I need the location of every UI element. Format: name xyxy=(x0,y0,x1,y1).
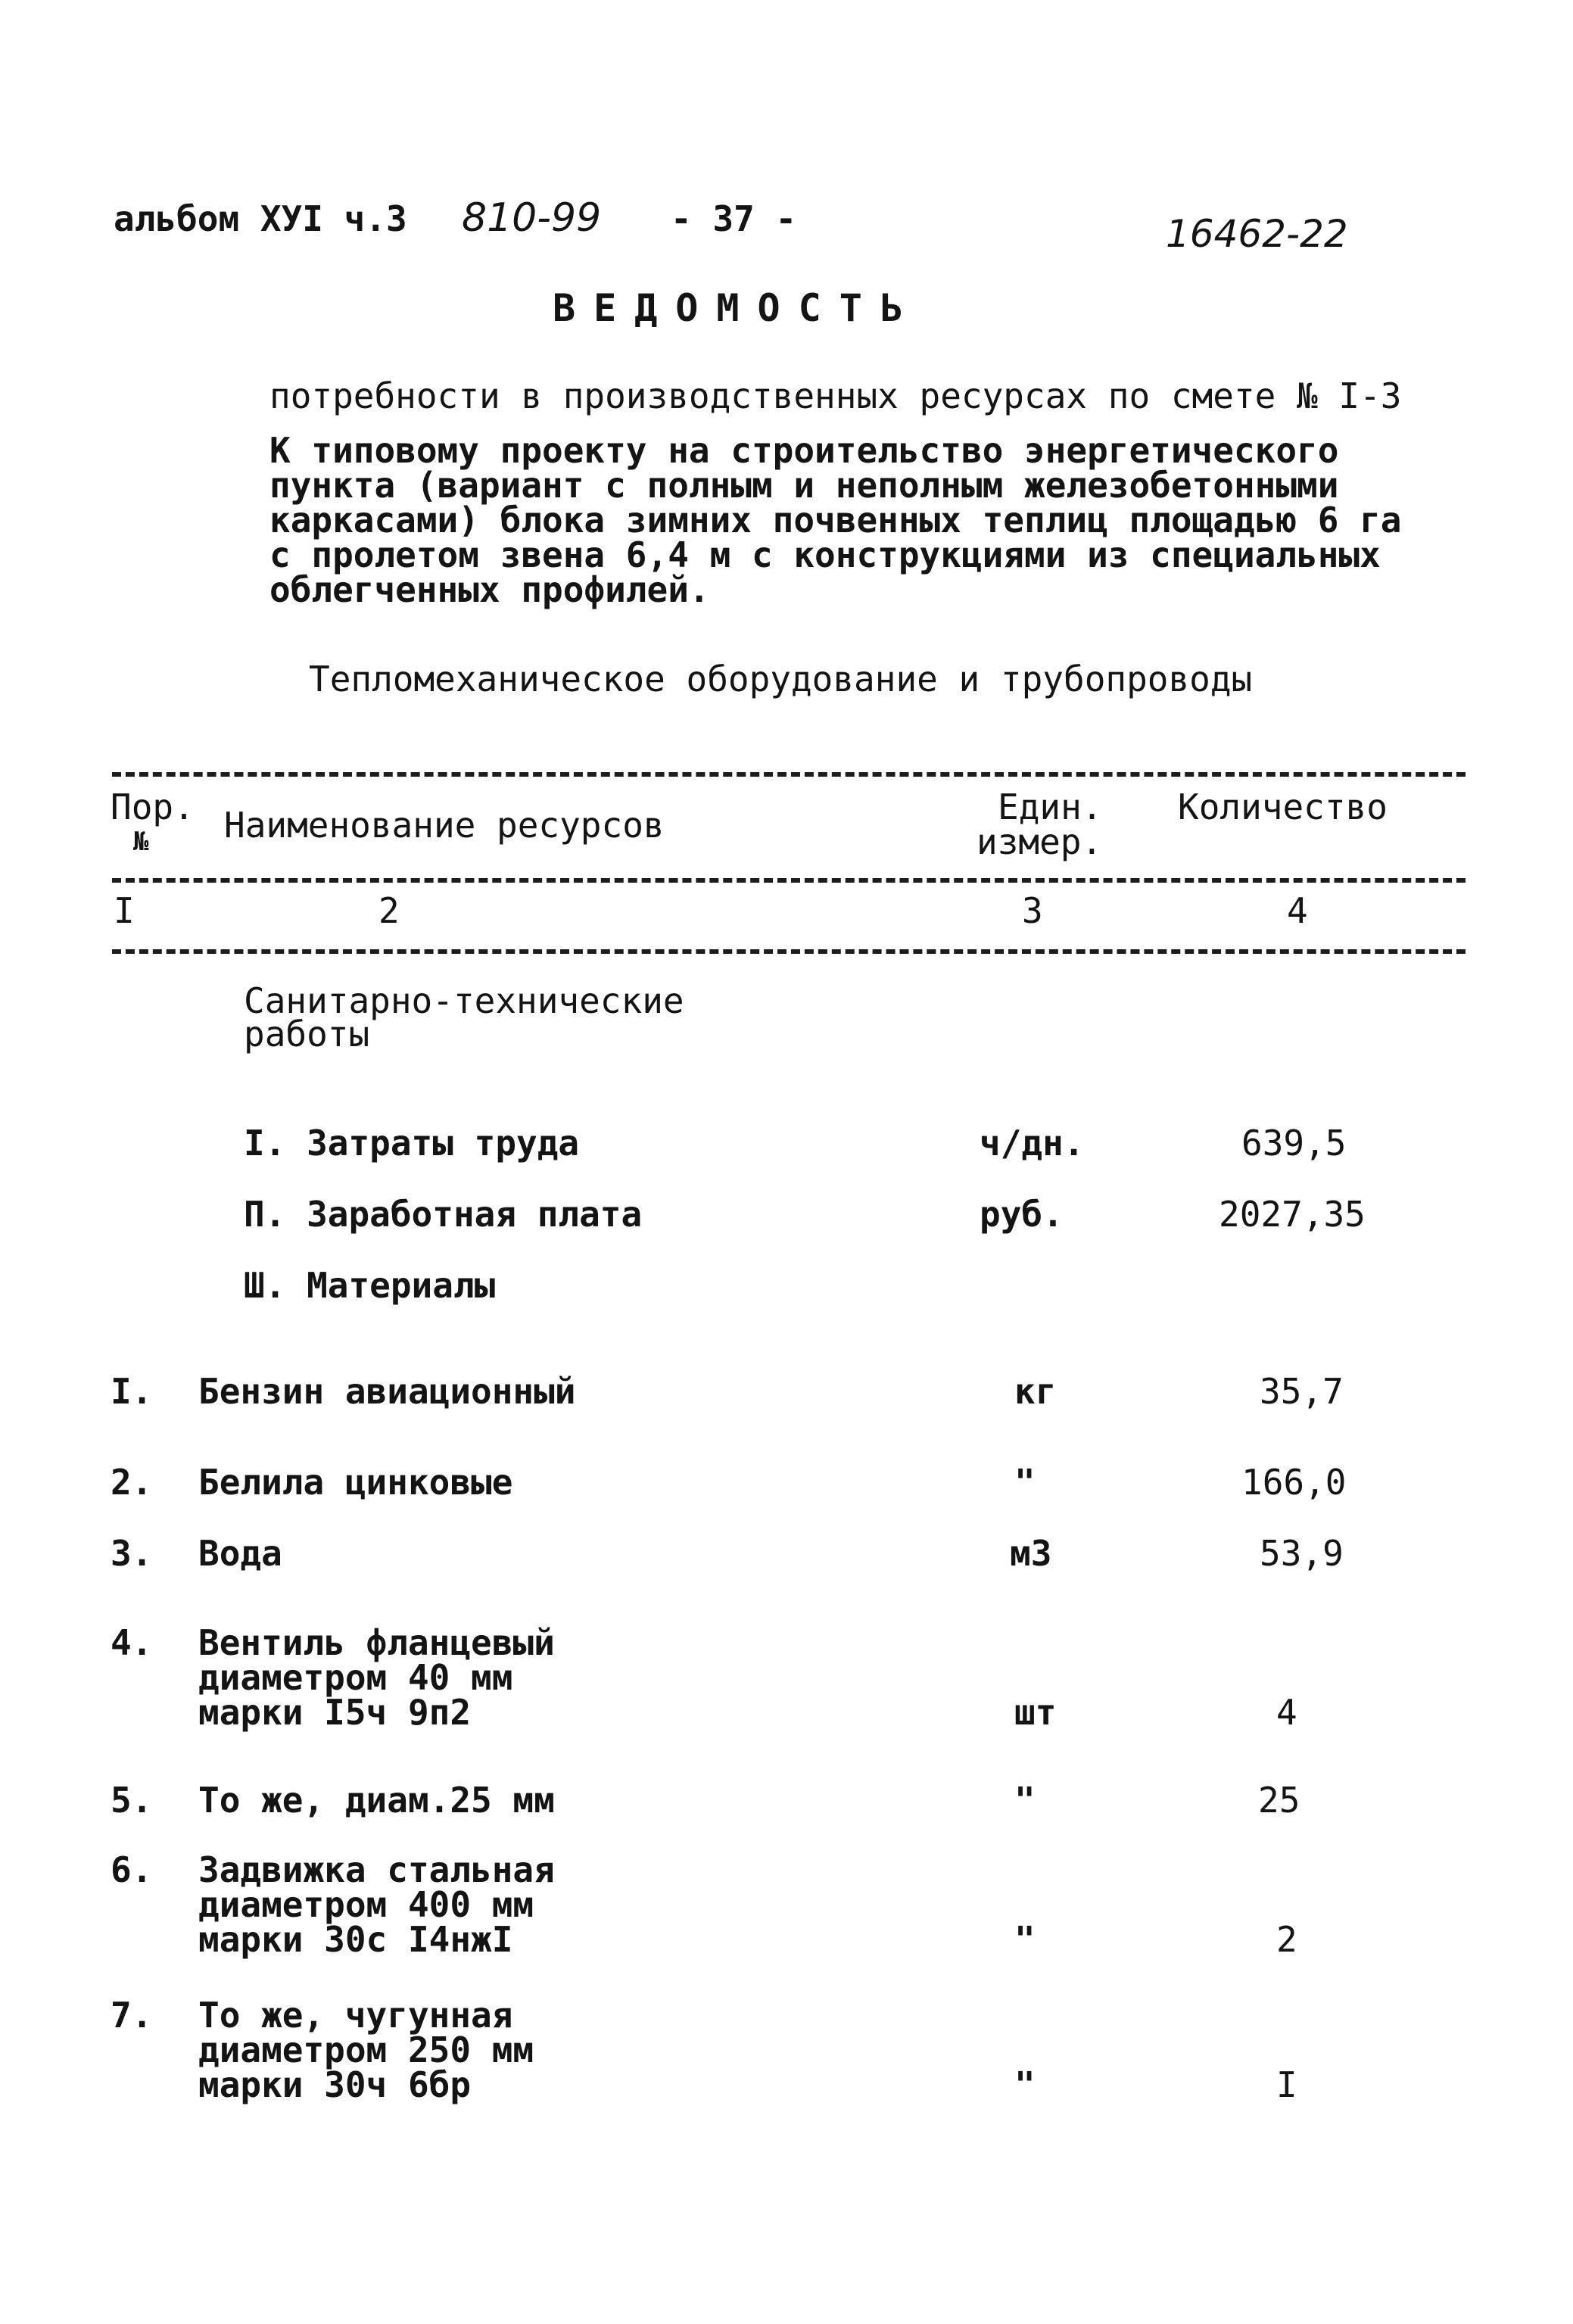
item-name: диаметром 250 мм xyxy=(198,2030,534,2070)
col-header-num: Пор. xyxy=(111,787,195,827)
item-name: марки 30с I4нжI xyxy=(198,1919,513,1960)
item-name: То же, чугунная xyxy=(198,1995,513,2036)
handwritten-code: 810-99 xyxy=(462,195,602,241)
col-number: 3 xyxy=(1022,890,1043,931)
col-header-name: Наименование ресурсов xyxy=(224,805,665,846)
item-qty: 53,9 xyxy=(1260,1533,1344,1574)
summary-label-wages: П. Заработная плата xyxy=(244,1194,643,1235)
summary-unit-wages: руб. xyxy=(980,1194,1064,1235)
item-name: Бензин авиационный xyxy=(198,1371,576,1412)
summary-unit-labor: ч/дн. xyxy=(980,1123,1085,1164)
item-qty: 4 xyxy=(1276,1692,1297,1733)
item-name: диаметром 400 мм xyxy=(198,1884,534,1925)
item-qty: I xyxy=(1276,2064,1297,2105)
col-header-unit-2: измер. xyxy=(977,821,1103,862)
item-qty: 25 xyxy=(1258,1780,1300,1821)
section-title-line: работы xyxy=(244,1014,370,1055)
item-number: 7. xyxy=(111,1995,153,2036)
item-number: 2. xyxy=(111,1462,153,1503)
album-label: альбом ХУI ч.3 xyxy=(114,198,407,239)
item-qty: 2 xyxy=(1276,1919,1297,1960)
description-line: каркасами) блока зимних почвенных теплиц площадью 6 га xyxy=(269,500,1402,541)
document-title: ВЕДОМОСТЬ xyxy=(553,286,921,330)
summary-label-materials: Ш. Материалы xyxy=(244,1265,496,1306)
item-number: 4. xyxy=(111,1622,153,1663)
col-header-qty: Количество xyxy=(1178,787,1388,827)
table-numbers-rule xyxy=(112,949,1466,954)
item-unit: кг xyxy=(1014,1371,1057,1412)
intro-line: потребности в производственных ресурсах по смете № I-3 xyxy=(269,375,1402,416)
handwritten-doc-id: 16462-22 xyxy=(1166,212,1348,256)
description-line: К типовому проекту на строительство энергетического xyxy=(269,430,1339,471)
table-top-rule xyxy=(112,772,1466,777)
item-number: 5. xyxy=(111,1780,153,1821)
item-qty: 166,0 xyxy=(1241,1462,1347,1503)
item-unit: м3 xyxy=(1010,1533,1052,1574)
summary-label-labor: I. Затраты труда xyxy=(244,1123,580,1164)
item-name: Вентиль фланцевый xyxy=(198,1622,555,1663)
col-number: 2 xyxy=(378,890,400,931)
summary-qty-wages: 2027,35 xyxy=(1219,1194,1366,1235)
item-unit: шт xyxy=(1014,1692,1057,1733)
item-name: Задвижка стальная xyxy=(198,1849,555,1890)
table-header-rule xyxy=(112,878,1466,883)
item-name: диаметром 40 мм xyxy=(198,1657,513,1698)
item-number: 6. xyxy=(111,1849,153,1890)
page-number: - 37 - xyxy=(671,198,797,239)
col-number: 4 xyxy=(1287,890,1308,931)
item-unit: " xyxy=(1014,1780,1036,1821)
description-line: облегченных профилей. xyxy=(269,569,710,610)
item-name: Белила цинковые xyxy=(198,1462,513,1503)
col-header-unit: Един. xyxy=(998,787,1103,827)
section-subtitle: Тепломеханическое оборудование и трубопроводы xyxy=(309,659,1253,699)
item-name: марки 30ч 6бр xyxy=(198,2064,472,2105)
item-name: То же, диам.25 мм xyxy=(198,1780,555,1821)
item-unit: " xyxy=(1014,2064,1036,2105)
col-number: I xyxy=(114,890,135,931)
item-name: марки I5ч 9п2 xyxy=(198,1692,472,1733)
item-qty: 35,7 xyxy=(1260,1371,1344,1412)
summary-qty-labor: 639,5 xyxy=(1241,1123,1347,1164)
item-number: I. xyxy=(111,1371,153,1412)
col-header-num-sign: № xyxy=(133,827,149,857)
item-number: 3. xyxy=(111,1533,153,1574)
item-unit: " xyxy=(1014,1919,1036,1960)
description-line: с пролетом звена 6,4 м с конструкциями из специальных xyxy=(269,534,1381,575)
item-name: Вода xyxy=(198,1533,282,1574)
description-line: пункта (вариант с полным и неполным железобетонными xyxy=(269,465,1339,506)
item-unit: " xyxy=(1014,1462,1036,1503)
section-title-line: Санитарно-технические xyxy=(244,980,684,1021)
